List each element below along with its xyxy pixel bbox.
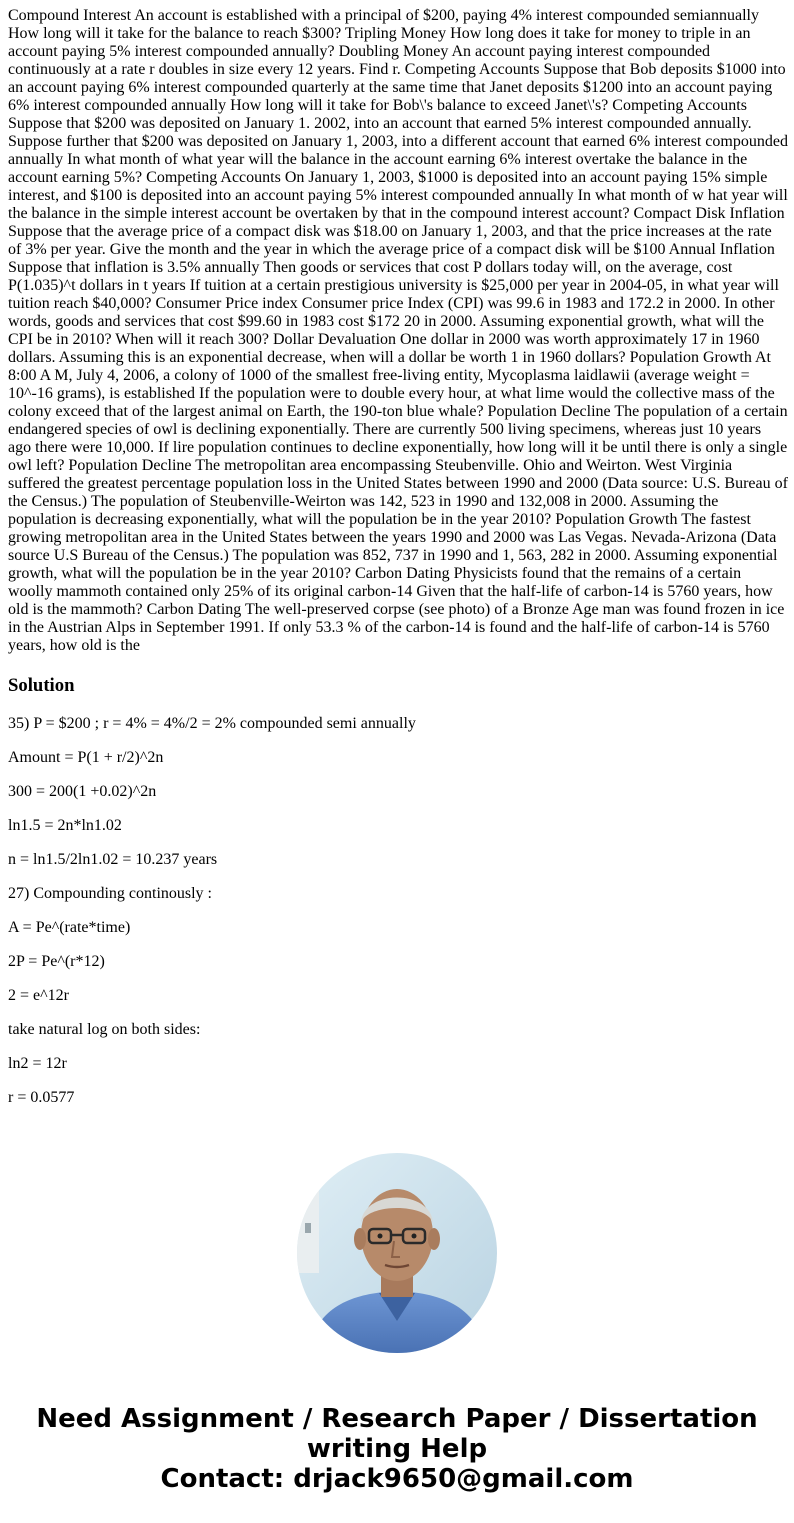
solution-step: A = Pe^(rate*time) bbox=[8, 919, 131, 936]
question-text: Compound Interest An account is established with a principal of $200, paying 4% interest compounded semiannually How long will it take for the balance to reach $300? Tripling Money How long does it take for money to triple in an account paying 5% interest compounded annually? Doubling Money An account paying interest compounded continuously at a rate r doubles in size every 12 years. Find r. Competing Accounts Suppose that Bob deposits $1000 into an account paying 6% interest compounded quarterly at the same time that Janet deposits $1200 into an account paying 6% interest compounded annually How long will it take for Bob\'s balance to exceed Janet\'s? Competing Accounts Suppose that $200 was deposited on January 1. 2002, into an account that earned 5% interest compounded annually. Suppose further that $200 was deposited on January 1, 2003, into a different account that earned 6% interest compounded annually In what month of what year will the balance in the account earning 6% interest overtake the balance in the account earning 5%? Competing Accounts On January 1, 2003, $1000 is deposited into an account paying 15% simple interest, and $100 is deposited into an account paying 5% interest compounded annually In what month of w hat year will the balance in the simple interest account be overtaken by that in the compound interest account? Compact Disk Inflation Suppose that the average price of a compact disk was $18.00 on January 1, 2003, and that the price increases at the rate of 3% per year. Give the month and the year in which the average price of a compact disk will be $100 Annual Inflation Suppose that inflation is 3.5% annually Then goods or services that cost P dollars today will, on the average, cost P(1.035)^t dollars in t years If tuition at a certain prestigious university is $25,000 per year in 2004-05, in what year will tuition reach $40,000? Consumer Price index Consumer price Index (CPI) was 99.6 in 1983 and 172.2 in 2000. In other words, goods and services that cost $99.60 in 1983 cost $172 20 in 2000. Assuming exponential growth, what will the CPI be in 2010? When will it reach 300? Dollar Devaluation One dollar in 2000 was worth approximately 17 in 1960 dollars. Assuming this is an exponential decrease, when will a dollar be worth 1 in 1960 dollars? Population Growth At 8:00 A M, July 4, 2006, a colony of 1000 of the smallest free-living entity, Mycoplasma laidlawii (average weight = 10^-16 grams), is established If the population were to double every hour, at what lime would the collective mass of the colony exceed that of the largest animal on Earth, the 190-ton blue whale? Population Decline The population of a certain endangered species of owl is declining exponentially. There are currently 500 living specimens, whereas just 10 years ago there were 10,000. If lire population continues to decline exponentially, how long will it be until there is only a single owl left? Population Decline The metropolitan area encompassing Steubenville. Ohio and Weirton. West Virginia suffered the greatest percentage population loss in the United States between 1990 and 2000 (Data source: U.S. Bureau of the Census.) The population of Steubenville-Weirton was 142, 523 in 1990 and 132,008 in 2000. Assuming the population is decreasing exponentially, what will the population be in the year 2010? Population Growth The fastest growing metropolitan area in the United States between the years 1990 and 2000 was Las Vegas. Nevada-Arizona (Data source U.S Bureau of the Census.) The population was 852, 737 in 1990 and 1, 563, 282 in 2000. Assuming exponential growth, what will the population be in the year 2010? Carbon Dating Physicists found that the remains of a certain woolly mammoth contained only 25% of its original carbon-14 Given that the half-life of carbon-14 is 5760 years, how old is the mammoth? Carbon Dating The well-preserved corpse (see photo) of a Bronze Age man was found frozen in ice in the Austrian Alps in September 1991. If only 53.3 % of the carbon-14 is found and the half-life of carbon-14 is 5760 years, how old is the bbox=[8, 7, 788, 654]
tutor-portrait-image bbox=[297, 1153, 497, 1353]
promo-contact: Contact: drjack9650@gmail.com bbox=[160, 1464, 634, 1494]
solution-steps bbox=[8, 715, 788, 1123]
solution-step: 2P = Pe^(r*12) bbox=[8, 953, 105, 970]
solution-step: 27) Compounding continously : bbox=[8, 885, 212, 902]
solution-step: 300 = 200(1 +0.02)^2n bbox=[8, 783, 157, 800]
promo-banner bbox=[0, 1404, 794, 1494]
solution-heading: Solution bbox=[8, 675, 75, 696]
solution-step: n = ln1.5/2ln1.02 = 10.237 years bbox=[8, 851, 218, 868]
promo-line-1: Need Assignment / Research Paper / Dissertation bbox=[36, 1404, 758, 1434]
solution-step: r = 0.0577 bbox=[8, 1089, 75, 1106]
solution-step: Amount = P(1 + r/2)^2n bbox=[8, 749, 164, 766]
solution-step: 35) P = $200 ; r = 4% = 4%/2 = 2% compounded semi annually bbox=[8, 715, 416, 732]
promo-line-2: writing Help bbox=[306, 1434, 488, 1464]
solution-step: 2 = e^12r bbox=[8, 987, 69, 1004]
solution-step: ln1.5 = 2n*ln1.02 bbox=[8, 817, 122, 834]
tutor-avatar bbox=[297, 1153, 497, 1353]
solution-step: ln2 = 12r bbox=[8, 1055, 67, 1072]
solution-step: take natural log on both sides: bbox=[8, 1021, 201, 1038]
